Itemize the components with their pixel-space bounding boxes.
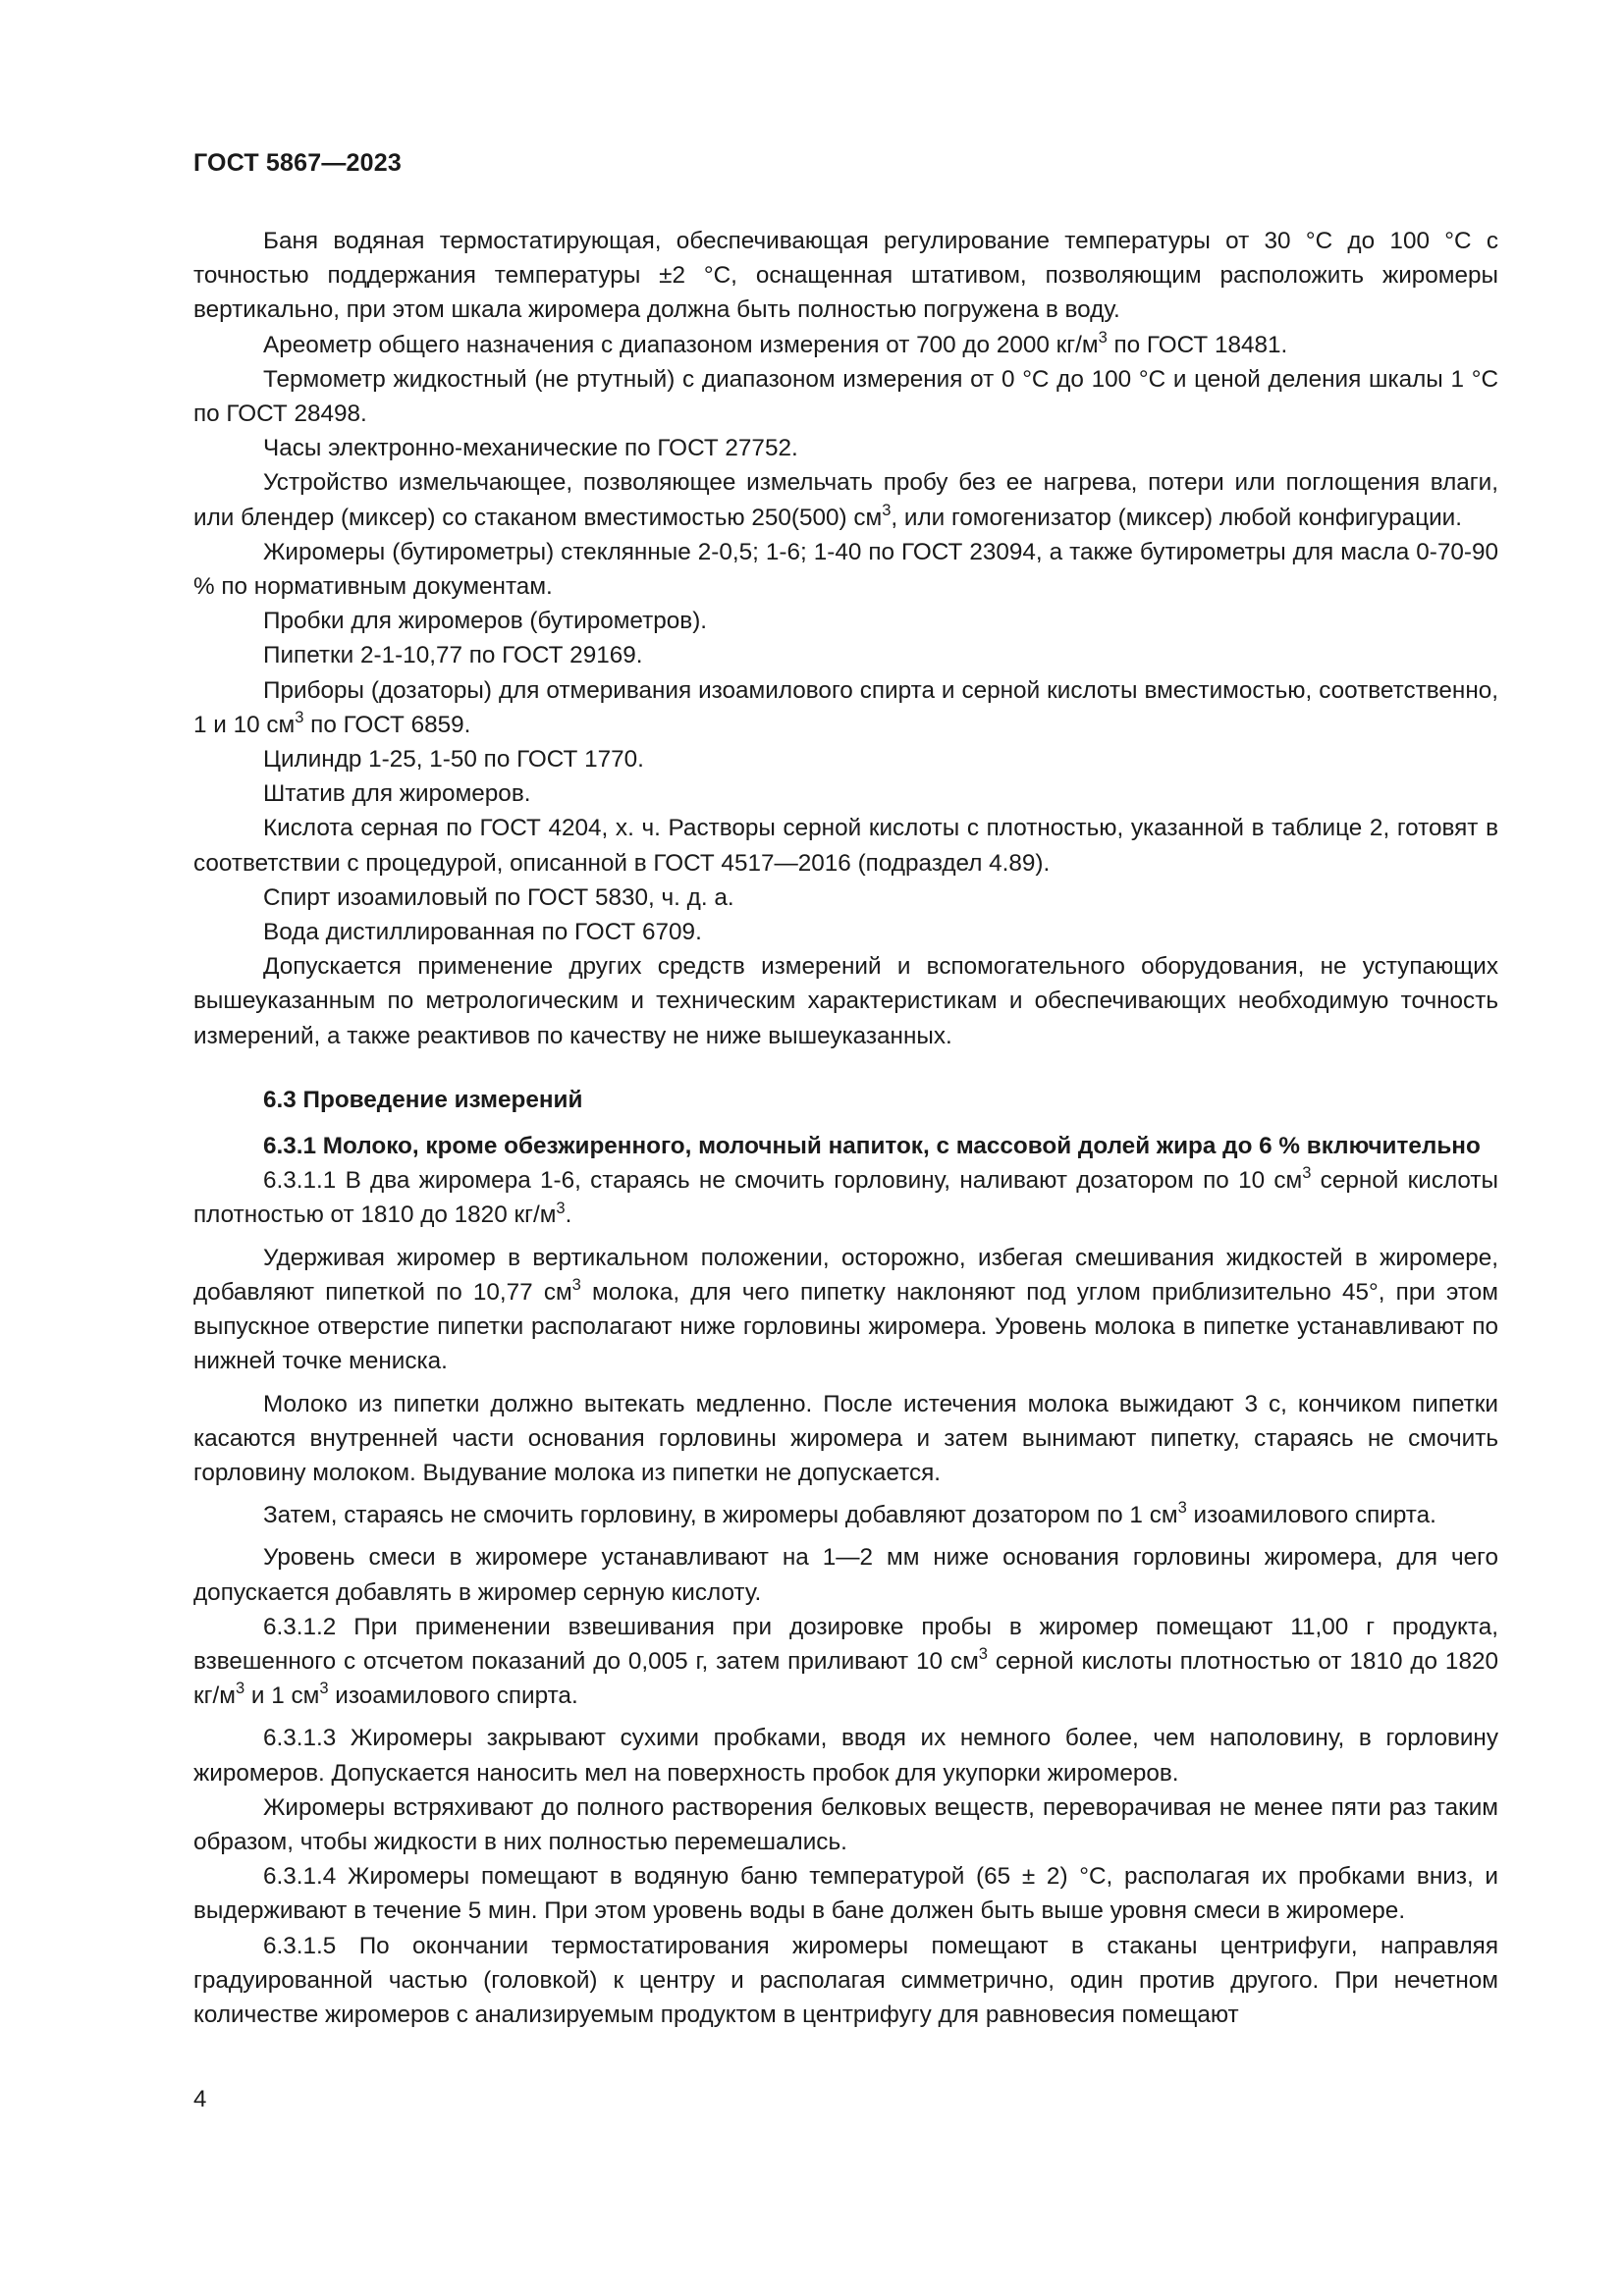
superscript: 3 [235,1679,245,1698]
section-heading [193,1083,1498,1117]
text-run: Часы электронно-механические по ГОСТ 27752. [263,435,798,462]
text-run: изоамилового спирта. [328,1682,578,1710]
text-run: Затем, стараясь не смочить горловину, в жиромеры добавляют дозатором по 1 см [263,1502,1178,1529]
paragraph [193,776,1498,811]
text-run: . [565,1201,572,1229]
page-number: 4 [193,2086,207,2112]
paragraph [193,1859,1498,1928]
text-run: изоамилового спирта. [1186,1502,1436,1529]
section-heading [193,1129,1498,1163]
text-run: Кислота серная по ГОСТ 4204, х. ч. Растворы серной кислоты с плотностью, указанной в таблице 2, готовят в соответствии с процедурой, описанной в ГОСТ 4517—2016 (подраздел 4.89). [193,815,1498,877]
text-run: , или гомогенизатор (миксер) любой конфигурации. [891,504,1463,531]
text-run: Цилиндр 1-25, 1-50 по ГОСТ 1770. [263,746,644,774]
text-run: Устройство измельчающее, позволяющее измельчать пробу без ее нагрева, потери или поглощения влаги, или блендер (миксер) со стаканом вместимостью 250(500) см [193,469,1498,531]
text-run: Молоко из пипетки должно вытекать медленно. После истечения молока выжидают 3 с, кончиком пипетки касаются внутренней части основания горловины жиромера и затем вынимают пипетку, стараясь не смочить горловину молоком. Выдувание молока из пипетки не допускается. [193,1390,1498,1486]
text-run: Пипетки 2-1-10,77 по ГОСТ 29169. [263,642,643,669]
paragraph [193,431,1498,465]
text-run: Спирт изоамиловый по ГОСТ 5830, ч. д. а. [263,883,734,911]
text-run: Пробки для жиромеров (бутирометров). [263,608,708,635]
superscript: 3 [978,1644,988,1664]
paragraph [193,1163,1498,1232]
text-run: и 1 см [244,1682,320,1710]
text-run: Жиромеры (бутирометры) стеклянные 2-0,5; 1-6; 1-40 по ГОСТ 23094, а также бутирометры для масла 0-70-90 % по нормативным документам. [193,538,1498,601]
paragraph [193,638,1498,672]
text-run: молока, для чего пипетку наклоняют под углом приблизительно 45°, при этом выпускное отверстие пипетки располагают ниже горловины жиромера. Уровень молока в пипетке устанавливают по нижней точке мениска. [193,1278,1498,1375]
superscript: 3 [295,707,304,726]
superscript: 3 [571,1274,581,1294]
paragraph [193,881,1498,915]
text-run: серной кислоты плотностью от 1810 до 1820 кг/м [193,1647,1498,1710]
paragraph [193,1498,1498,1532]
paragraph [193,1790,1498,1859]
text-run: серной кислоты плотностью от 1810 до 1820 кг/м [193,1167,1498,1229]
paragraph [193,1721,1498,1789]
text-run: 6.3.1.5 По окончании термостатирования жиромеры помещают в стаканы центрифуги, направляя градуированной частью (головкой) к центру и располагая симметрично, один против другого. При нечетном количестве жиромеров с анализируемым продуктом в центрифугу для равновесия помещают [193,1932,1498,2028]
paragraph [193,362,1498,431]
text-run: Баня водяная термостатирующая, обеспечивающая регулирование температуры от 30 °C до 100 °C с точностью поддержания температуры ±2 °C, оснащенная штативом, позволяющим расположить жиромеры вертикально, при этом шкала жиромера должна быть полностью погружена в воду. [193,228,1498,324]
text-run: Вода дистиллированная по ГОСТ 6709. [263,919,702,946]
superscript: 3 [882,500,892,519]
text-run: Допускается применение других средств измерений и вспомогательного оборудования, не уступающих вышеуказанным по метрологическим и техническим характеристикам и обеспечивающих необходимую точность измерений, а также реактивов по качеству не ниже вышеуказанных. [193,953,1498,1049]
text-run: 6.3.1 Молоко, кроме обезжиренного, молочный напиток, с массовой долей жира до 6 % включительно [263,1133,1481,1160]
paragraph [193,742,1498,776]
document-body [193,224,1498,2032]
paragraph [193,465,1498,534]
superscript: 3 [556,1198,566,1217]
text-run: по ГОСТ 18481. [1107,331,1288,358]
paragraph [193,1540,1498,1609]
paragraph [193,535,1498,604]
text-run: Штатив для жиромеров. [263,780,531,808]
paragraph [193,604,1498,638]
paragraph [193,224,1498,328]
text-run: 6.3.1.4 Жиромеры помещают в водяную баню температурой (65 ± 2) °C, располагая их пробками вниз, и выдерживают в течение 5 мин. При этом уровень воды в бане должен быть выше уровня смеси в жиромере. [193,1863,1498,1925]
paragraph [193,811,1498,880]
superscript: 3 [1177,1498,1187,1518]
text-run: Уровень смеси в жиромере устанавливают на 1—2 мм ниже основания горловины жиромера, для чего допускается добавлять в жиромер серную кислоту. [193,1544,1498,1606]
superscript: 3 [319,1679,329,1698]
text-run: Жиромеры встряхивают до полного растворения белковых веществ, переворачивая не менее пяти раз таким образом, чтобы жидкости в них полностью перемешались. [193,1793,1498,1855]
document-header: ГОСТ 5867—2023 [193,149,402,177]
text-run: Приборы (дозаторы) для отмеривания изоамилового спирта и серной кислоты вместимостью, соответственно, 1 и 10 см [193,676,1498,738]
text-run: Ареометр общего назначения с диапазоном измерения от 700 до 2000 кг/м [263,331,1099,358]
superscript: 3 [1098,327,1108,347]
paragraph [193,949,1498,1053]
paragraph [193,1610,1498,1714]
paragraph [193,1929,1498,2033]
text-run: по ГОСТ 6859. [303,711,471,738]
paragraph [193,1241,1498,1379]
text-run: 6.3.1.1 В два жиромера 1-6, стараясь не смочить горловину, наливают дозатором по 10 см [263,1167,1303,1195]
superscript: 3 [1302,1163,1312,1183]
paragraph [193,328,1498,362]
text-run: 6.3.1.3 Жиромеры закрывают сухими пробками, вводя их немного более, чем наполовину, в горловину жиромеров. Допускается наносить мел на поверхность пробок для укупорки жиромеров. [193,1725,1498,1787]
paragraph [193,673,1498,742]
text-run: Удерживая жиромер в вертикальном положении, осторожно, избегая смешивания жидкостей в жиромере, добавляют пипеткой по 10,77 см [193,1244,1498,1306]
paragraph [193,1387,1498,1491]
text-run: Термометр жидкостный (не ртутный) с диапазоном измерения от 0 °C до 100 °C и ценой деления шкалы 1 °C по ГОСТ 28498. [193,365,1498,428]
text-run: 6.3 Проведение измерений [263,1086,583,1113]
paragraph [193,915,1498,949]
text-run: 6.3.1.2 При применении взвешивания при дозировке пробы в жиромер помещают 11,00 г продукта, взвешенного с отсчетом показаний до 0,005 г, затем приливают 10 см [193,1613,1498,1675]
